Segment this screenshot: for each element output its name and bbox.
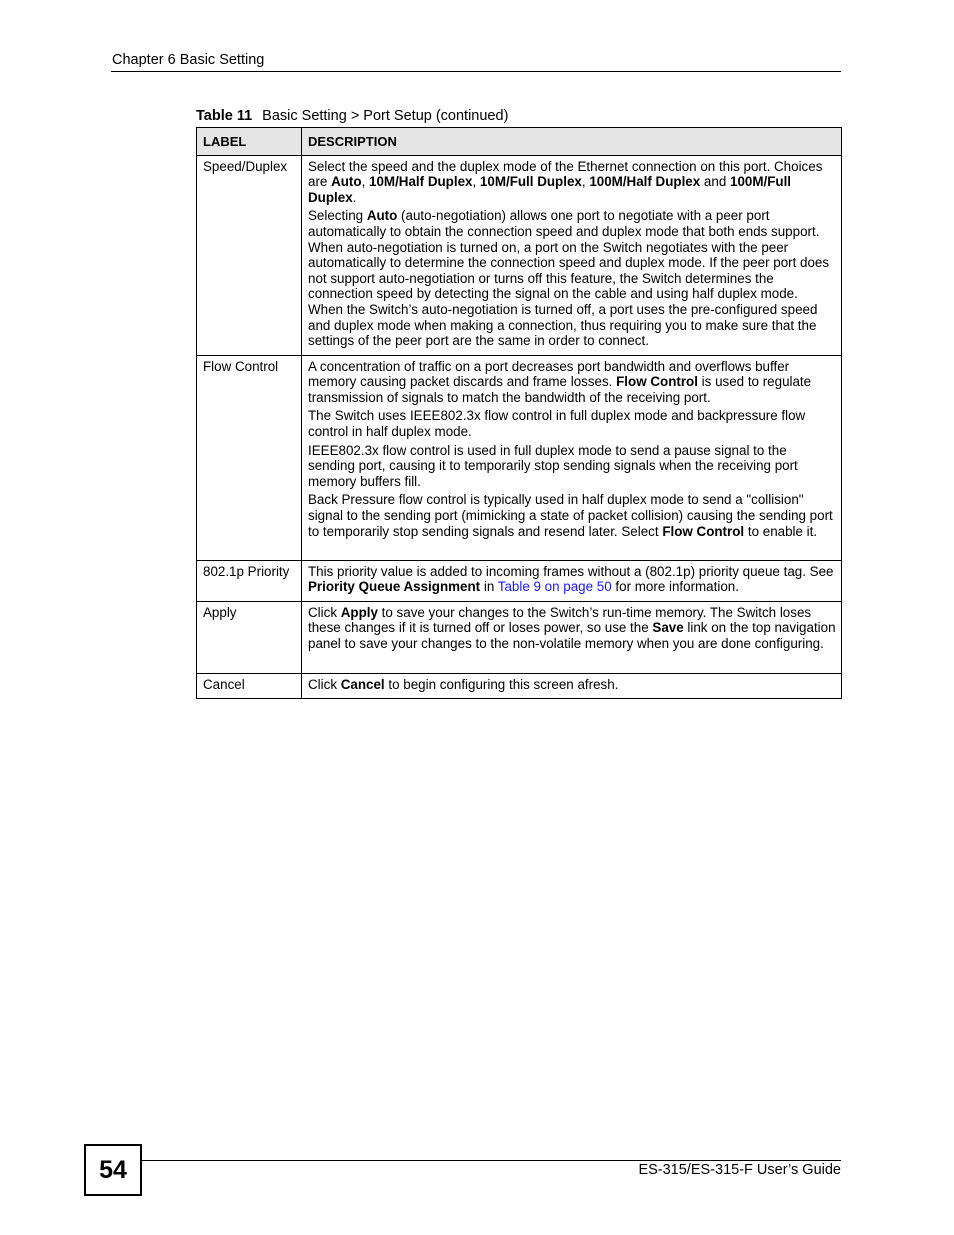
column-header-description: DESCRIPTION xyxy=(302,128,842,156)
row-label: Cancel xyxy=(197,673,302,698)
table-row xyxy=(197,355,842,560)
description-paragraph: A concentration of traffic on a port decreases port bandwidth and overflows buffer memory causing packet discards and frame losses. Flow Control is used to regulate transmission of signals to match the bandwidth of the receiving port. xyxy=(308,358,812,405)
guide-title: ES-315/ES-315-F User’s Guide xyxy=(638,1162,841,1178)
row-description xyxy=(302,355,842,560)
running-header: Chapter 6 Basic Setting xyxy=(112,52,265,68)
row-description xyxy=(302,560,842,601)
row-label: 802.1p Priority xyxy=(197,560,302,601)
row-label: Speed/Duplex xyxy=(197,155,302,355)
description-paragraph: The Switch uses IEEE802.3x flow control in full duplex mode and backpressure flow control in half duplex mode. xyxy=(308,408,806,439)
port-setup-table xyxy=(196,127,842,699)
description-paragraph: Back Pressure flow control is typically used in half duplex mode to send a "collision" signal to the sending port (mimicking a state of packet collision) causing the sending port to temporarily stop sending signals and resend later. Select Flow Control to enable it. xyxy=(308,492,833,539)
page-number: 54 xyxy=(84,1144,142,1196)
table-9-link[interactable]: Table 9 on page 50 xyxy=(497,579,612,595)
row-label: Apply xyxy=(197,601,302,673)
table-caption xyxy=(196,108,508,124)
description-paragraph: Click Apply to save your changes to the Switch’s run-time memory. The Switch loses these changes if it is turned off or loses power, so use the Save link on the top navigation panel to save your changes to the non-volatile memory when you are done configuring. xyxy=(308,604,836,651)
description-paragraph: Click Cancel to begin configuring this screen afresh. xyxy=(308,676,619,692)
column-header-label: LABEL xyxy=(197,128,302,156)
header-divider xyxy=(111,71,841,72)
table-row xyxy=(197,155,842,355)
description-paragraph: Selecting Auto (auto-negotiation) allows one port to negotiate with a peer port automatically to obtain the connection speed and duplex mode that both ends support. When auto-negotiation is turned on, a port on the Switch negotiates with the peer automatically to determine the connection speed and duplex mode. If the peer port does not support auto-negotiation or turns off this feature, the Switch determines the connection speed by detecting the signal on the cable and using half duplex mode. When the Switch’s auto-negotiation is turned off, a port uses the pre-configured speed and duplex mode when making a connection, thus requiring you to make sure that the settings of the peer port are the same in order to connect. xyxy=(308,208,830,349)
description-paragraph: Select the speed and the duplex mode of the Ethernet connection on this port. Choices are Auto, 10M/Half Duplex, 10M/Full Duplex, 100M/Half Duplex and 100M/Full Duplex. xyxy=(308,158,823,205)
footer-divider xyxy=(140,1160,841,1161)
row-description xyxy=(302,673,842,698)
description-paragraph: IEEE802.3x flow control is used in full duplex mode to send a pause signal to the sending port, causing it to temporarily stop sending signals when the receiving port memory buffers fill. xyxy=(308,442,798,489)
table-header-row xyxy=(197,128,842,156)
table-row xyxy=(197,560,842,601)
row-label: Flow Control xyxy=(197,355,302,560)
table-row xyxy=(197,601,842,673)
table-title: Basic Setting > Port Setup (continued) xyxy=(262,108,509,124)
row-description xyxy=(302,601,842,673)
description-paragraph: This priority value is added to incoming frames without a (802.1p) priority queue tag. See Priority Queue Assignment in Table 9 on page 50 for more information. xyxy=(308,563,834,595)
row-description xyxy=(302,155,842,355)
table-number: Table 11 xyxy=(196,108,253,124)
table-row xyxy=(197,673,842,698)
